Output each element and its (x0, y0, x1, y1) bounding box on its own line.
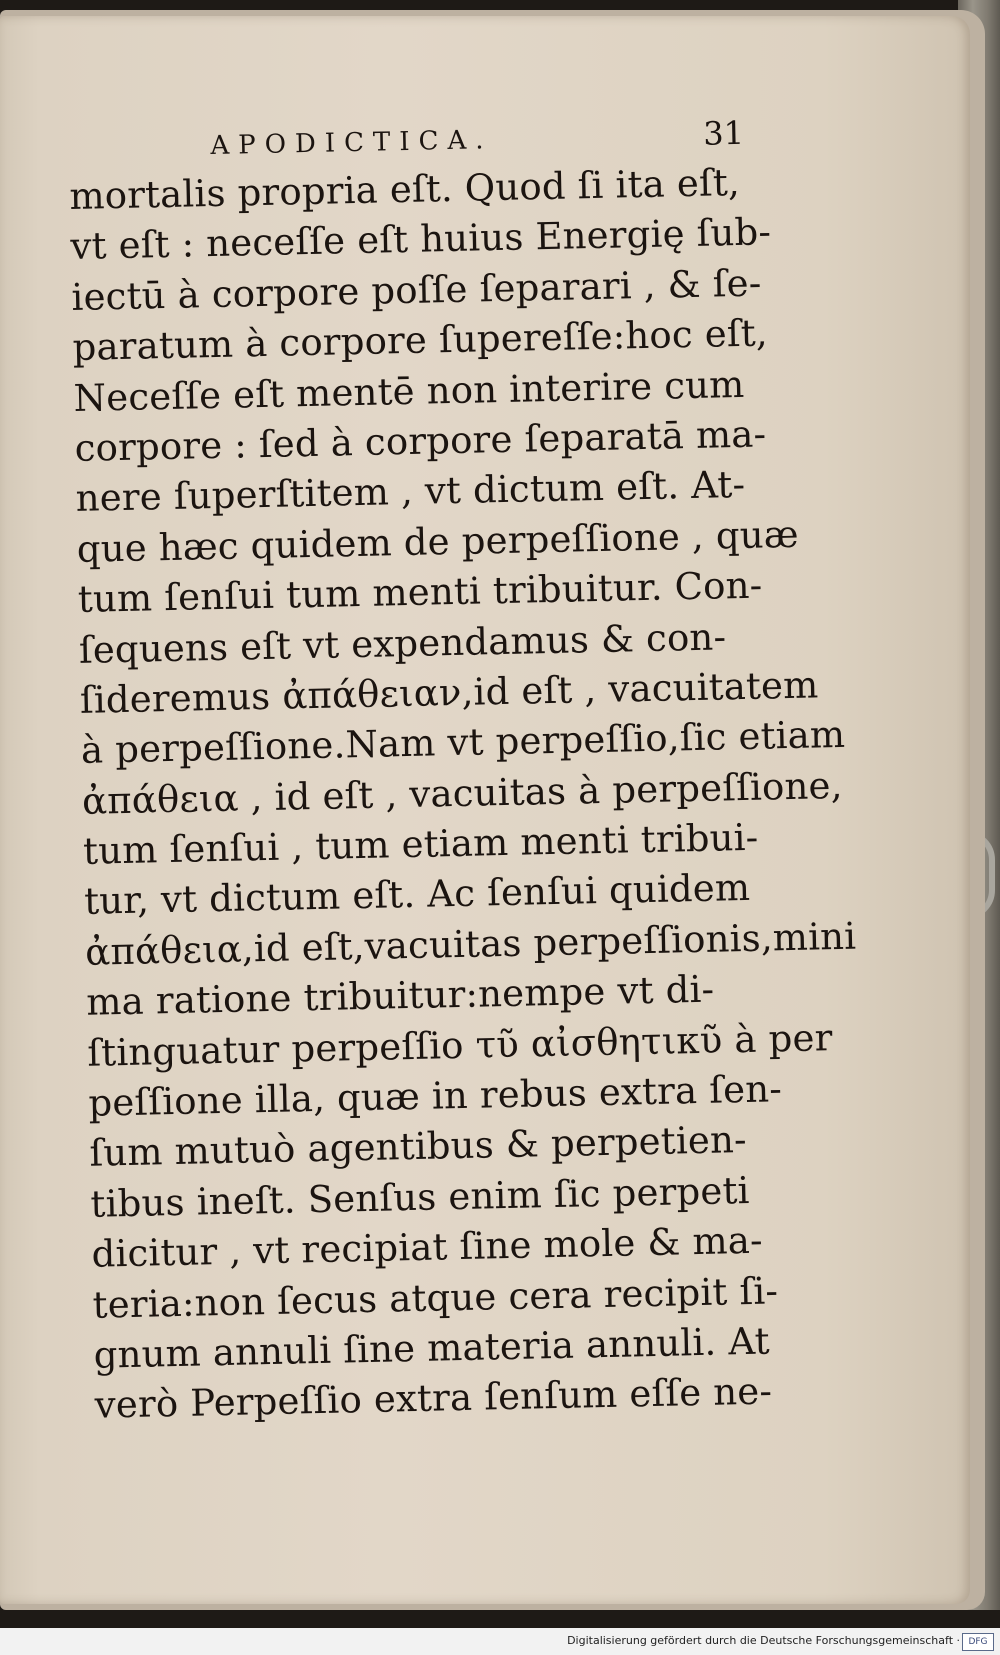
page-text-block (68, 113, 857, 1432)
text-line: Neceſſe eſt mentē non interire cum (73, 362, 745, 420)
text-line: verò Perpeſſio extra ſenſum eſſe ne- (94, 1369, 773, 1428)
digitization-footer (0, 1628, 1000, 1655)
text-line: teria:non ſecus atque cera recipit ſi- (92, 1268, 779, 1327)
text-line: tur, vt dictum eſt. Ac ſenſui quidem (83, 866, 751, 924)
page-number: 31 (702, 113, 745, 153)
text-line: ſum mutuò agentibus & perpetien- (89, 1118, 748, 1176)
text-line: tum ſenſui tum menti tribuitur. Con- (77, 563, 763, 622)
text-line: gnum annuli ſine materia annuli. At (93, 1319, 771, 1377)
text-line: ἀπάθεια , id eſt , vacuitas à perpeſſione, (81, 763, 844, 823)
text-line: iectū à corpore poſſe ſeparari , & ſe- (71, 261, 762, 319)
text-line: ſequens eſt vt expendamus & con- (78, 614, 727, 672)
text-line: dicitur , vt recipiat ſine mole & ma- (91, 1218, 764, 1276)
text-line: paratum à corpore ſupereſſe:hoc eſt, (72, 311, 769, 370)
text-line: mortalis propria eſt. Quod ſi ita eſt, (68, 160, 741, 218)
text-line: nere ſuperſtitem , vt dictum eſt. At- (75, 463, 746, 521)
text-line: à perpeſſione.Nam vt perpeſſio,ſic etiam (80, 713, 846, 773)
text-line: que hæc quidem de perpeſſione , quæ (76, 512, 800, 571)
text-line: ma ratione tribuitur:nempe vt di- (85, 967, 715, 1025)
funding-credit: Digitalisierung gefördert durch die Deutsche Forschungsgemeinschaft · (567, 1634, 960, 1647)
book-page (0, 16, 970, 1604)
dfg-logo[interactable]: DFG (962, 1633, 994, 1651)
text-line: ſideremus ἀπάθειαν,id eſt , vacuitatem (79, 663, 819, 722)
running-title: APODICTICA. (210, 125, 493, 162)
text-line: tibus ineſt. Senſus enim ſic perpeti (90, 1168, 750, 1226)
body-text (68, 158, 857, 1432)
text-line: peſſione illa, quæ in rebus extra ſen- (87, 1067, 783, 1125)
text-line: ἀπάθεια,id eſt,vacuitas perpeſſionis,mini (84, 914, 857, 974)
text-line: tum ſenſui , tum etiam menti tribui- (82, 815, 759, 873)
text-line: ſtinguatur perpeſſio τῦ αἰσθητικῦ à per (86, 1015, 833, 1075)
text-line: vt eſt : neceſſe eſt huius Energię ſub- (70, 210, 772, 269)
text-line: corpore : ſed à corpore ſeparatā ma- (74, 412, 767, 470)
